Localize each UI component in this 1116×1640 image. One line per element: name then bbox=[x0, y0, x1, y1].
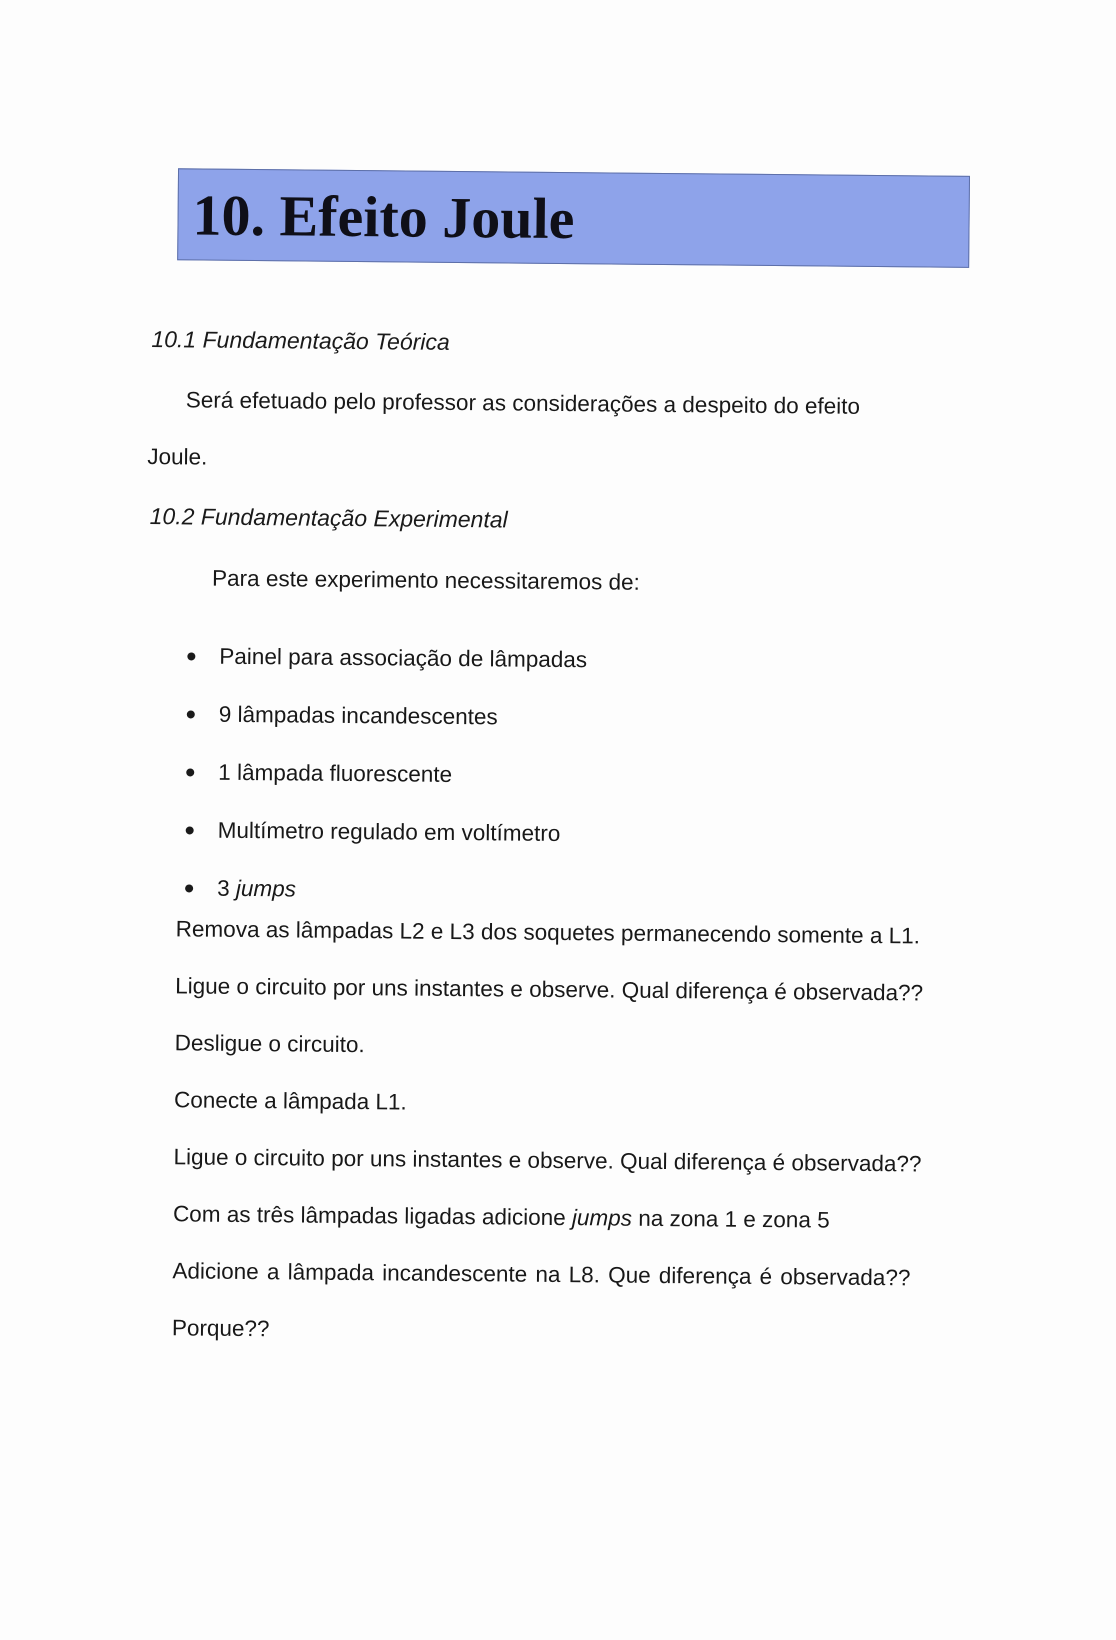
list-item bbox=[181, 641, 588, 699]
step-1: Remova as lâmpadas L2 e L3 dos soquetes permanecendo somente a L1. bbox=[175, 916, 921, 949]
jumps-word: jumps bbox=[235, 875, 297, 902]
chapter-title: 10. Efeito Joule bbox=[192, 182, 575, 252]
step-6-jumps: jumps bbox=[571, 1205, 633, 1231]
chapter-title-banner bbox=[177, 168, 970, 268]
section-heading-theory: 10.1 Fundamentação Teórica bbox=[151, 326, 450, 355]
bullet-icon bbox=[186, 768, 194, 776]
list-item bbox=[180, 757, 453, 815]
step-6-after: na zona 1 e zona 5 bbox=[638, 1205, 830, 1233]
theory-paragraph-line1: Será efetuado pelo professor as considerações a despeito do efeito bbox=[185, 387, 861, 419]
materials-list bbox=[179, 641, 588, 931]
bullet-icon bbox=[187, 710, 195, 718]
theory-paragraph-line2: Joule. bbox=[147, 444, 208, 470]
material-label: 9 lâmpadas incandescentes bbox=[218, 701, 498, 730]
material-label: Painel para associação de lâmpadas bbox=[219, 643, 588, 673]
step-6 bbox=[173, 1199, 830, 1235]
step-6-before: Com as três lâmpadas ligadas adicione bbox=[172, 1201, 566, 1231]
step-7-line2: Porque?? bbox=[171, 1315, 270, 1342]
material-label-jumps bbox=[217, 874, 296, 905]
bullet-icon bbox=[186, 826, 194, 834]
experimental-intro: Para este experimento necessitaremos de: bbox=[211, 565, 640, 595]
jumps-count: 3 bbox=[217, 875, 230, 901]
material-label: 1 lâmpada fluorescente bbox=[218, 759, 453, 787]
step-4: Conecte a lâmpada L1. bbox=[173, 1087, 407, 1115]
section-heading-experimental: 10.2 Fundamentação Experimental bbox=[149, 503, 508, 533]
step-2: Ligue o circuito por uns instantes e observe. Qual diferença é observada?? bbox=[175, 973, 924, 1006]
material-label: Multímetro regulado em voltímetro bbox=[217, 817, 561, 847]
bullet-icon bbox=[187, 652, 195, 660]
step-3: Desligue o circuito. bbox=[174, 1030, 365, 1058]
bullet-icon bbox=[185, 884, 193, 892]
list-item bbox=[180, 699, 498, 757]
step-7-line1: Adicione a lâmpada incandescente na L8. Que diferença é observada?? bbox=[172, 1258, 911, 1291]
step-5: Ligue o circuito por uns instantes e observe. Qual diferença é observada?? bbox=[173, 1144, 922, 1177]
list-item bbox=[179, 815, 561, 873]
